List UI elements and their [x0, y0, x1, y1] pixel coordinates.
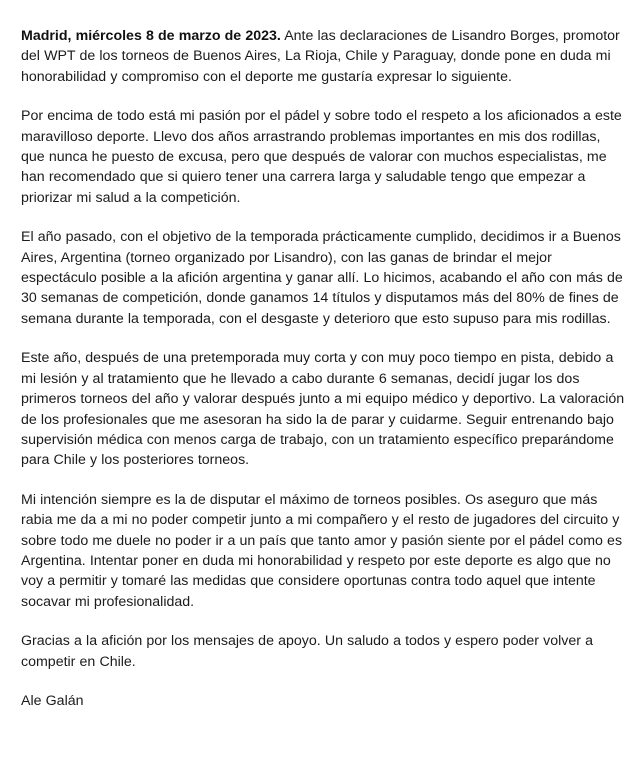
paragraph-last-year: El año pasado, con el objetivo de la temporada prácticamente cumplido, decidimos ir a Buenos Aires, Argentina (torneo organizado por Lisandro), con las ganas de brindar el mejor espectáculo posible a la afición argentina y ganar allí. Lo hicimos, acabando el año con más de 30 semanas de competición, donde ganamos 14 títulos y disputamos más del 80% de fines de semana durante la temporada, con el desgaste y deterioro que esto supuso para mis rodillas. — [21, 229, 623, 327]
paragraph-this-year: Este año, después de una pretemporada muy corta y con muy poco tiempo en pista, debido a mi lesión y al tratamiento que he llevado a cabo durante 6 semanas, decidí jugar los dos primeros torneos del año y valorar después junto a mi equipo médico y deportivo. La valoración de los profesionales que me asesoran ha sido la de parar y cuidarme. Seguir entrenando bajo supervisión médica con menos carga de trabajo, con un tratamiento específico preparándome para Chile y los posteriores torneos. — [21, 350, 625, 469]
date-lead: Madrid, miércoles 8 de marzo de 2023. — [21, 28, 281, 44]
paragraph-passion: Por encima de todo está mi pasión por el pádel y sobre todo el respeto a los aficionados a este maravilloso deporte. Llevo dos años arrastrando problemas importantes en mis dos rodillas, que nunca he puesto de excusa, pero que después de valorar con muchos especialistas, me han recomendado que si quiero tener una carrera larga y saludable tengo que empezar a priorizar mi salud a la competición. — [21, 108, 622, 206]
paragraph-intention: Mi intención siempre es la de disputar el máximo de torneos posibles. Os aseguro que más rabia me da a mi no poder competir junto a mi compañero y el resto de jugadores del circuito y sobre todo me duele no poder ir a un país que tanto amor y pasión siente por el pádel como es Argentina. Intentar poner en duda mi honorabilidad y respeto por este deporte es algo que no voy a permitir y tomaré las medidas que considere oportunas contra todo aquel que intente socavar mi profesionalidad. — [21, 491, 623, 610]
signature: Ale Galán — [21, 692, 84, 709]
paragraph-intro-text: Ante las declaraciones de Lisandro Borges, promotor del WPT de los torneos de Buenos Aires, La Rioja, Chile y Paraguay, donde pone en duda mi honorabilidad y compromiso con el deporte me gustaría expresar lo siguiente. — [21, 28, 620, 85]
paragraph-intro — [21, 26, 625, 87]
paragraph-thanks: Gracias a la afición por los mensajes de apoyo. Un saludo a todos y espero poder volver a competir en Chile. — [21, 633, 594, 670]
